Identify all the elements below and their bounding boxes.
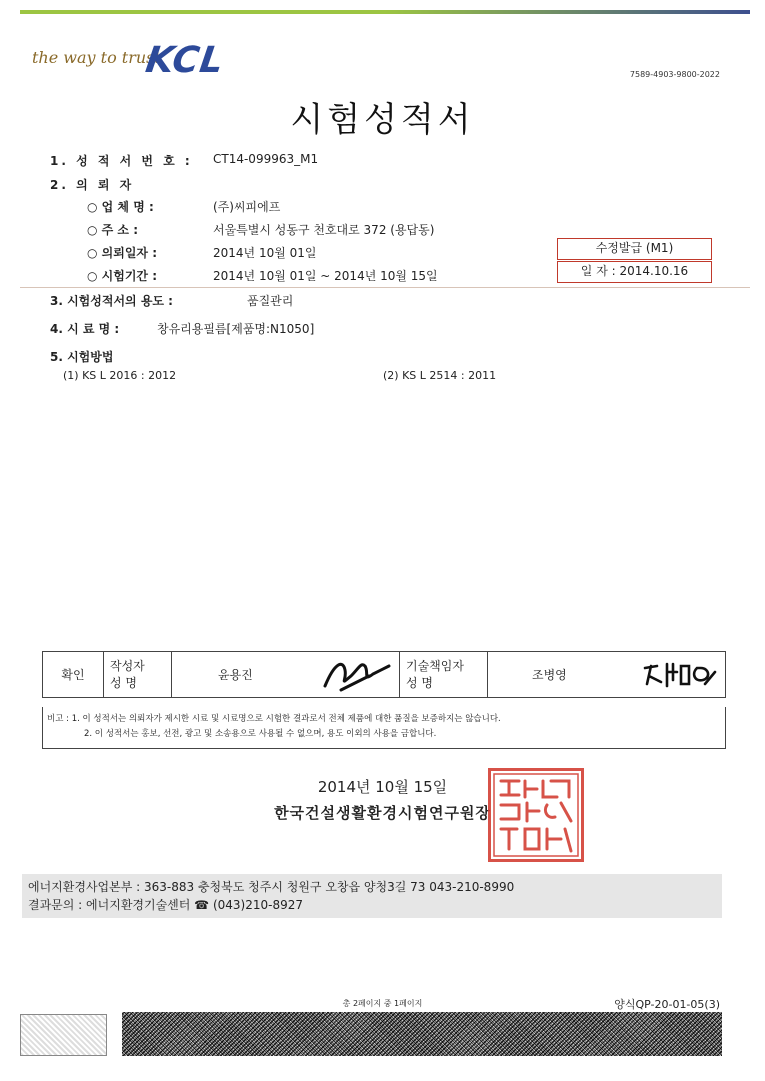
contact-line-1: 에너지환경사업본부 : 363-883 충청북도 청주시 청원구 오창읍 양청3길 73 043-210-8990 (28, 880, 515, 894)
kcl-logo: KCL (143, 40, 227, 81)
purpose-label (50, 292, 173, 309)
sample-label-text: 4. 시 료 명 : (50, 322, 120, 336)
document-number: 7589-4903-9800-2022 (629, 70, 720, 79)
test-period-label (87, 267, 157, 284)
address-value: 서울특별시 성동구 천호대로 372 (용답동) (213, 223, 435, 237)
method-heading (50, 348, 113, 365)
page-title: 시험성적서 (290, 100, 475, 140)
note-1: 비고 : 1. 이 성적서는 의뢰자가 제시한 시료 및 시료명으로 시험한 결과로서 전체 제품에 대한 품질을 보증하지는 않습니다. (47, 714, 501, 724)
form-number: 양식QP-20-01-05(3) (614, 998, 720, 1011)
address-label (87, 221, 138, 238)
request-date-label-text: ○ 의뢰일자 : (87, 246, 157, 260)
company-label-text: ○ 업 체 명 : (87, 200, 154, 214)
page-indicator: 총 2페이지 중 1페이지 (342, 999, 423, 1008)
author-role-cell (104, 652, 172, 698)
company-label (87, 198, 154, 215)
method-2: (2) KS L 2514 : 2011 (383, 369, 497, 382)
method-1: (1) KS L 2016 : 2012 (63, 369, 177, 382)
client-label: 2. 의 뢰 자 (50, 178, 135, 192)
contact-line-2: 결과문의 : 에너지환경기술센터 ☎ (043)210-8927 (28, 898, 303, 912)
purpose-label-text: 3. 시험성적서의 용도 : (50, 294, 173, 308)
security-pattern-strip (122, 1012, 722, 1056)
client-heading (50, 176, 134, 193)
author-name: 윤용진 (218, 668, 253, 682)
issuing-organization: 한국건설생활환경시험연구원장 (274, 804, 491, 822)
issue-date: 2014년 10월 15일 (317, 778, 448, 796)
sample-value: 창유리용필름[제품명:N1050] (157, 322, 315, 336)
note-2: 2. 이 성적서는 홍보, 선전, 광고 및 소송용으로 사용될 수 없으며, 용도 이외의 사용을 금합니다. (84, 729, 437, 739)
company-value: (주)씨피에프 (213, 200, 281, 214)
notes-box (42, 707, 726, 749)
request-date-value: 2014년 10월 01일 (213, 246, 317, 260)
tech-name: 조병영 (532, 668, 567, 682)
seal-pattern (491, 771, 581, 859)
official-seal (488, 768, 584, 862)
test-period-value: 2014년 10월 01일 ~ 2014년 10월 15일 (213, 269, 438, 283)
logo-tagline: the way to trust (32, 48, 161, 67)
revision-label: 수정발급 (M1) (557, 238, 712, 260)
tech-name-cell (488, 652, 726, 698)
security-pattern-small (20, 1014, 107, 1056)
cert-no-label: 1. 성 적 서 번 호 : (50, 154, 193, 168)
purpose-value: 품질관리 (247, 294, 294, 308)
cert-no-value: CT14-099963_M1 (213, 152, 319, 166)
confirm-cell: 확인 (43, 652, 104, 698)
signature-table (42, 651, 726, 698)
contact-box (22, 874, 722, 918)
tech-role: 기술책임자 (406, 658, 464, 673)
sample-label (50, 320, 119, 337)
tech-name-label: 성 명 (406, 675, 433, 690)
tech-signature (639, 658, 719, 692)
address-label-text: ○ 주 소 : (87, 223, 138, 237)
tech-role-cell (400, 652, 488, 698)
method-label-text: 5. 시험방법 (50, 350, 114, 364)
top-color-bar (20, 10, 750, 14)
revision-date: 일 자 : 2014.10.16 (557, 261, 712, 283)
author-signature (321, 656, 393, 694)
author-name-label: 성 명 (110, 675, 137, 690)
cert-no-row (50, 152, 193, 169)
divider (20, 287, 750, 288)
author-name-cell (172, 652, 400, 698)
test-period-label-text: ○ 시험기간 : (87, 269, 157, 283)
author-role: 작성자 (110, 658, 145, 673)
request-date-label (87, 244, 157, 261)
